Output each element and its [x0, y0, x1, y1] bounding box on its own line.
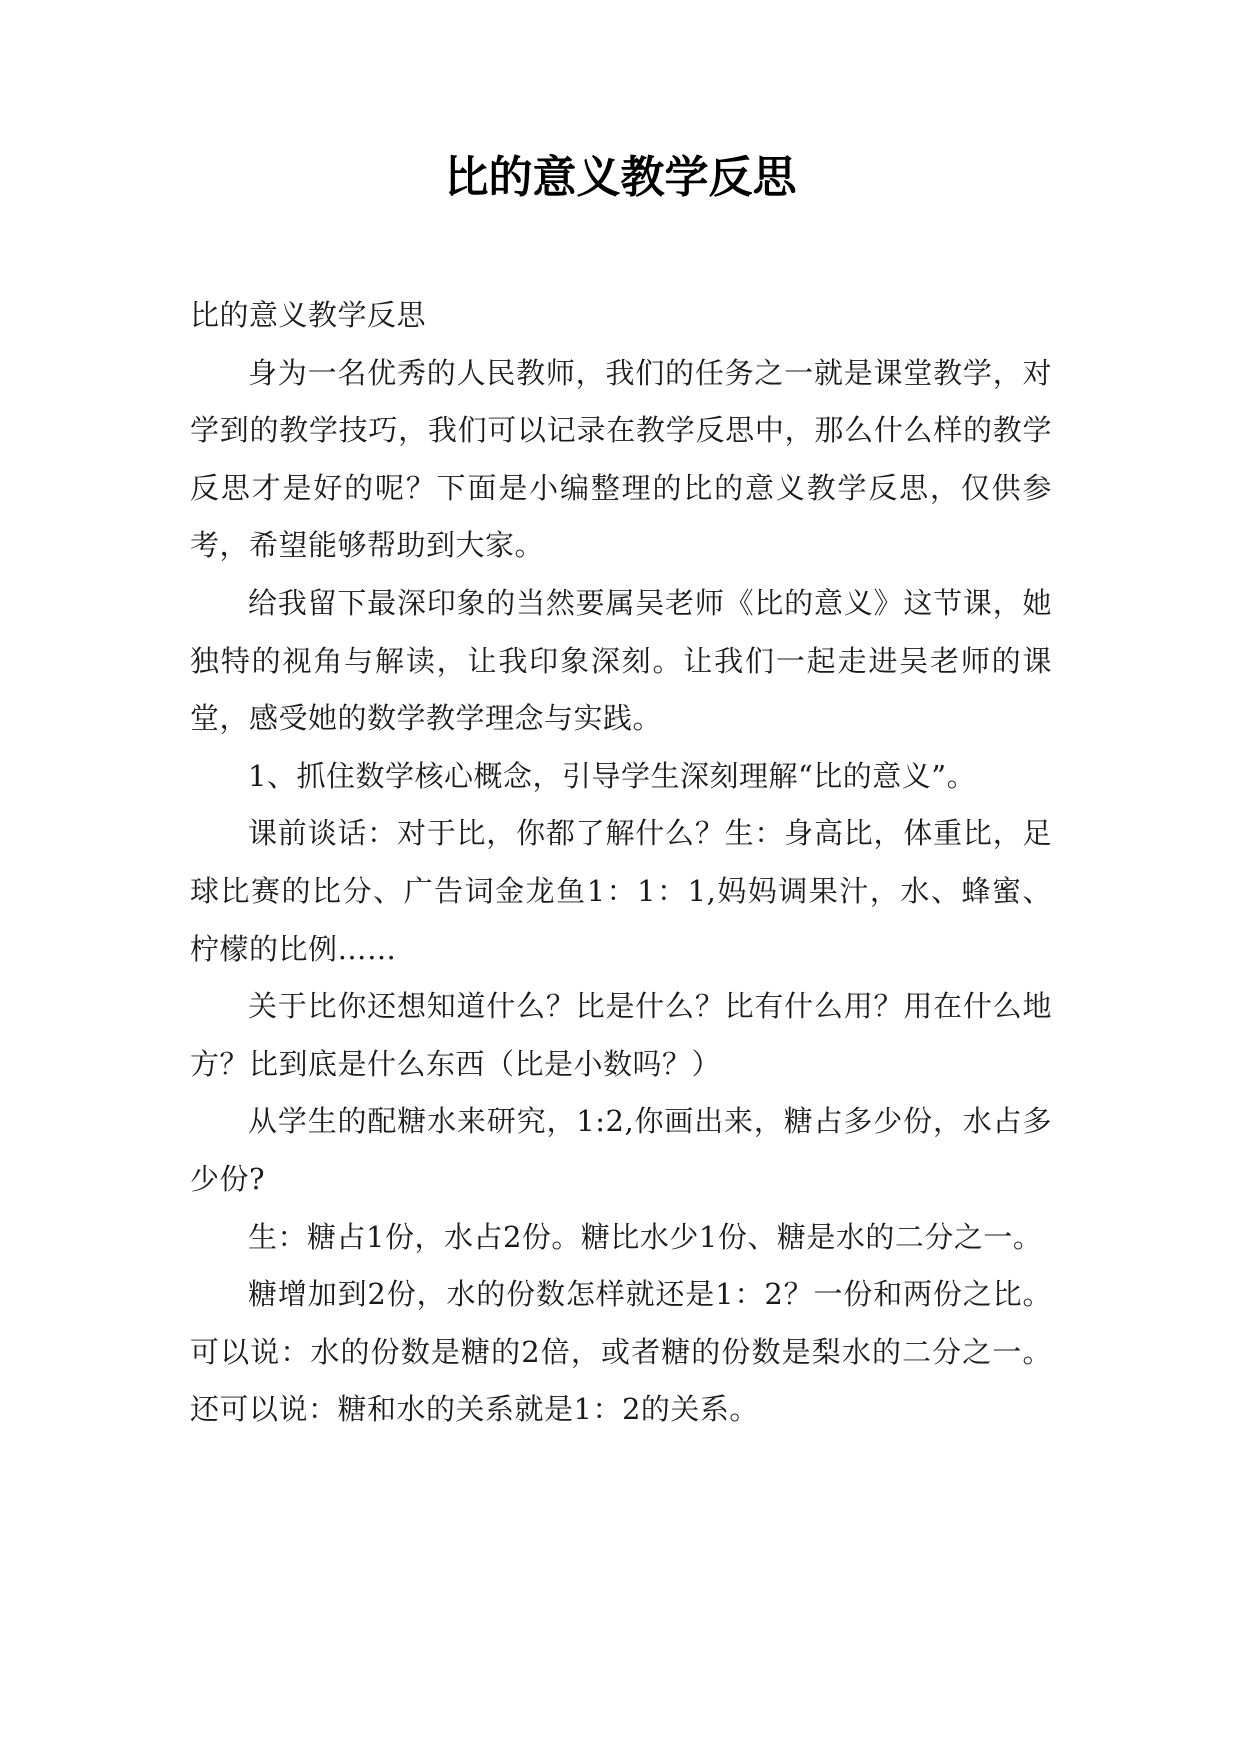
paragraph-sugar-water: 从学生的配糖水来研究，1:2,你画出来，糖占多少份，水占多少份?	[190, 1104, 1052, 1196]
paragraph-intro: 身为一名优秀的人民教师，我们的任务之一就是课堂教学，对学到的教学技巧，我们可以记录在教学反思中，那么什么样的教学反思才是好的呢？下面是小编整理的比的意义教学反思，仅供参考，希望能够帮助到大家。	[190, 355, 1052, 563]
paragraph-impression: 给我留下最深印象的当然要属吴老师《比的意义》这节课，她独特的视角与解读，让我印象深刻。让我们一起走进吴老师的课堂，感受她的数学教学理念与实践。	[190, 585, 1052, 736]
paragraph-student-answer: 生：糖占1份，水占2份。糖比水少1份、糖是水的二分之一。	[248, 1219, 1043, 1254]
paragraph-questions: 关于比你还想知道什么？比是什么？比有什么用？用在什么地方？比到底是什么东西（比是小数吗？）	[190, 989, 1052, 1081]
paragraph-ratio-relation: 糖增加到2份，水的份数怎样就还是1：2？一份和两份之比。可以说：水的份数是糖的2倍，或者糖的份数是梨水的二分之一。还可以说：糖和水的关系就是1：2的关系。	[190, 1277, 1052, 1427]
paragraph-pre-class-talk: 课前谈话：对于比，你都了解什么？生：身高比，体重比，足球比赛的比分、广告词金龙鱼1：1：1,妈妈调果汁，水、蜂蜜、柠檬的比例……	[190, 816, 1052, 966]
document-subtitle: 比的意义教学反思	[190, 298, 427, 332]
paragraph-point-1: 1、抓住数学核心概念，引导学生深刻理解“比的意义”。	[248, 758, 977, 793]
document-body	[190, 287, 1052, 1439]
document-title: 比的意义教学反思	[444, 152, 797, 203]
